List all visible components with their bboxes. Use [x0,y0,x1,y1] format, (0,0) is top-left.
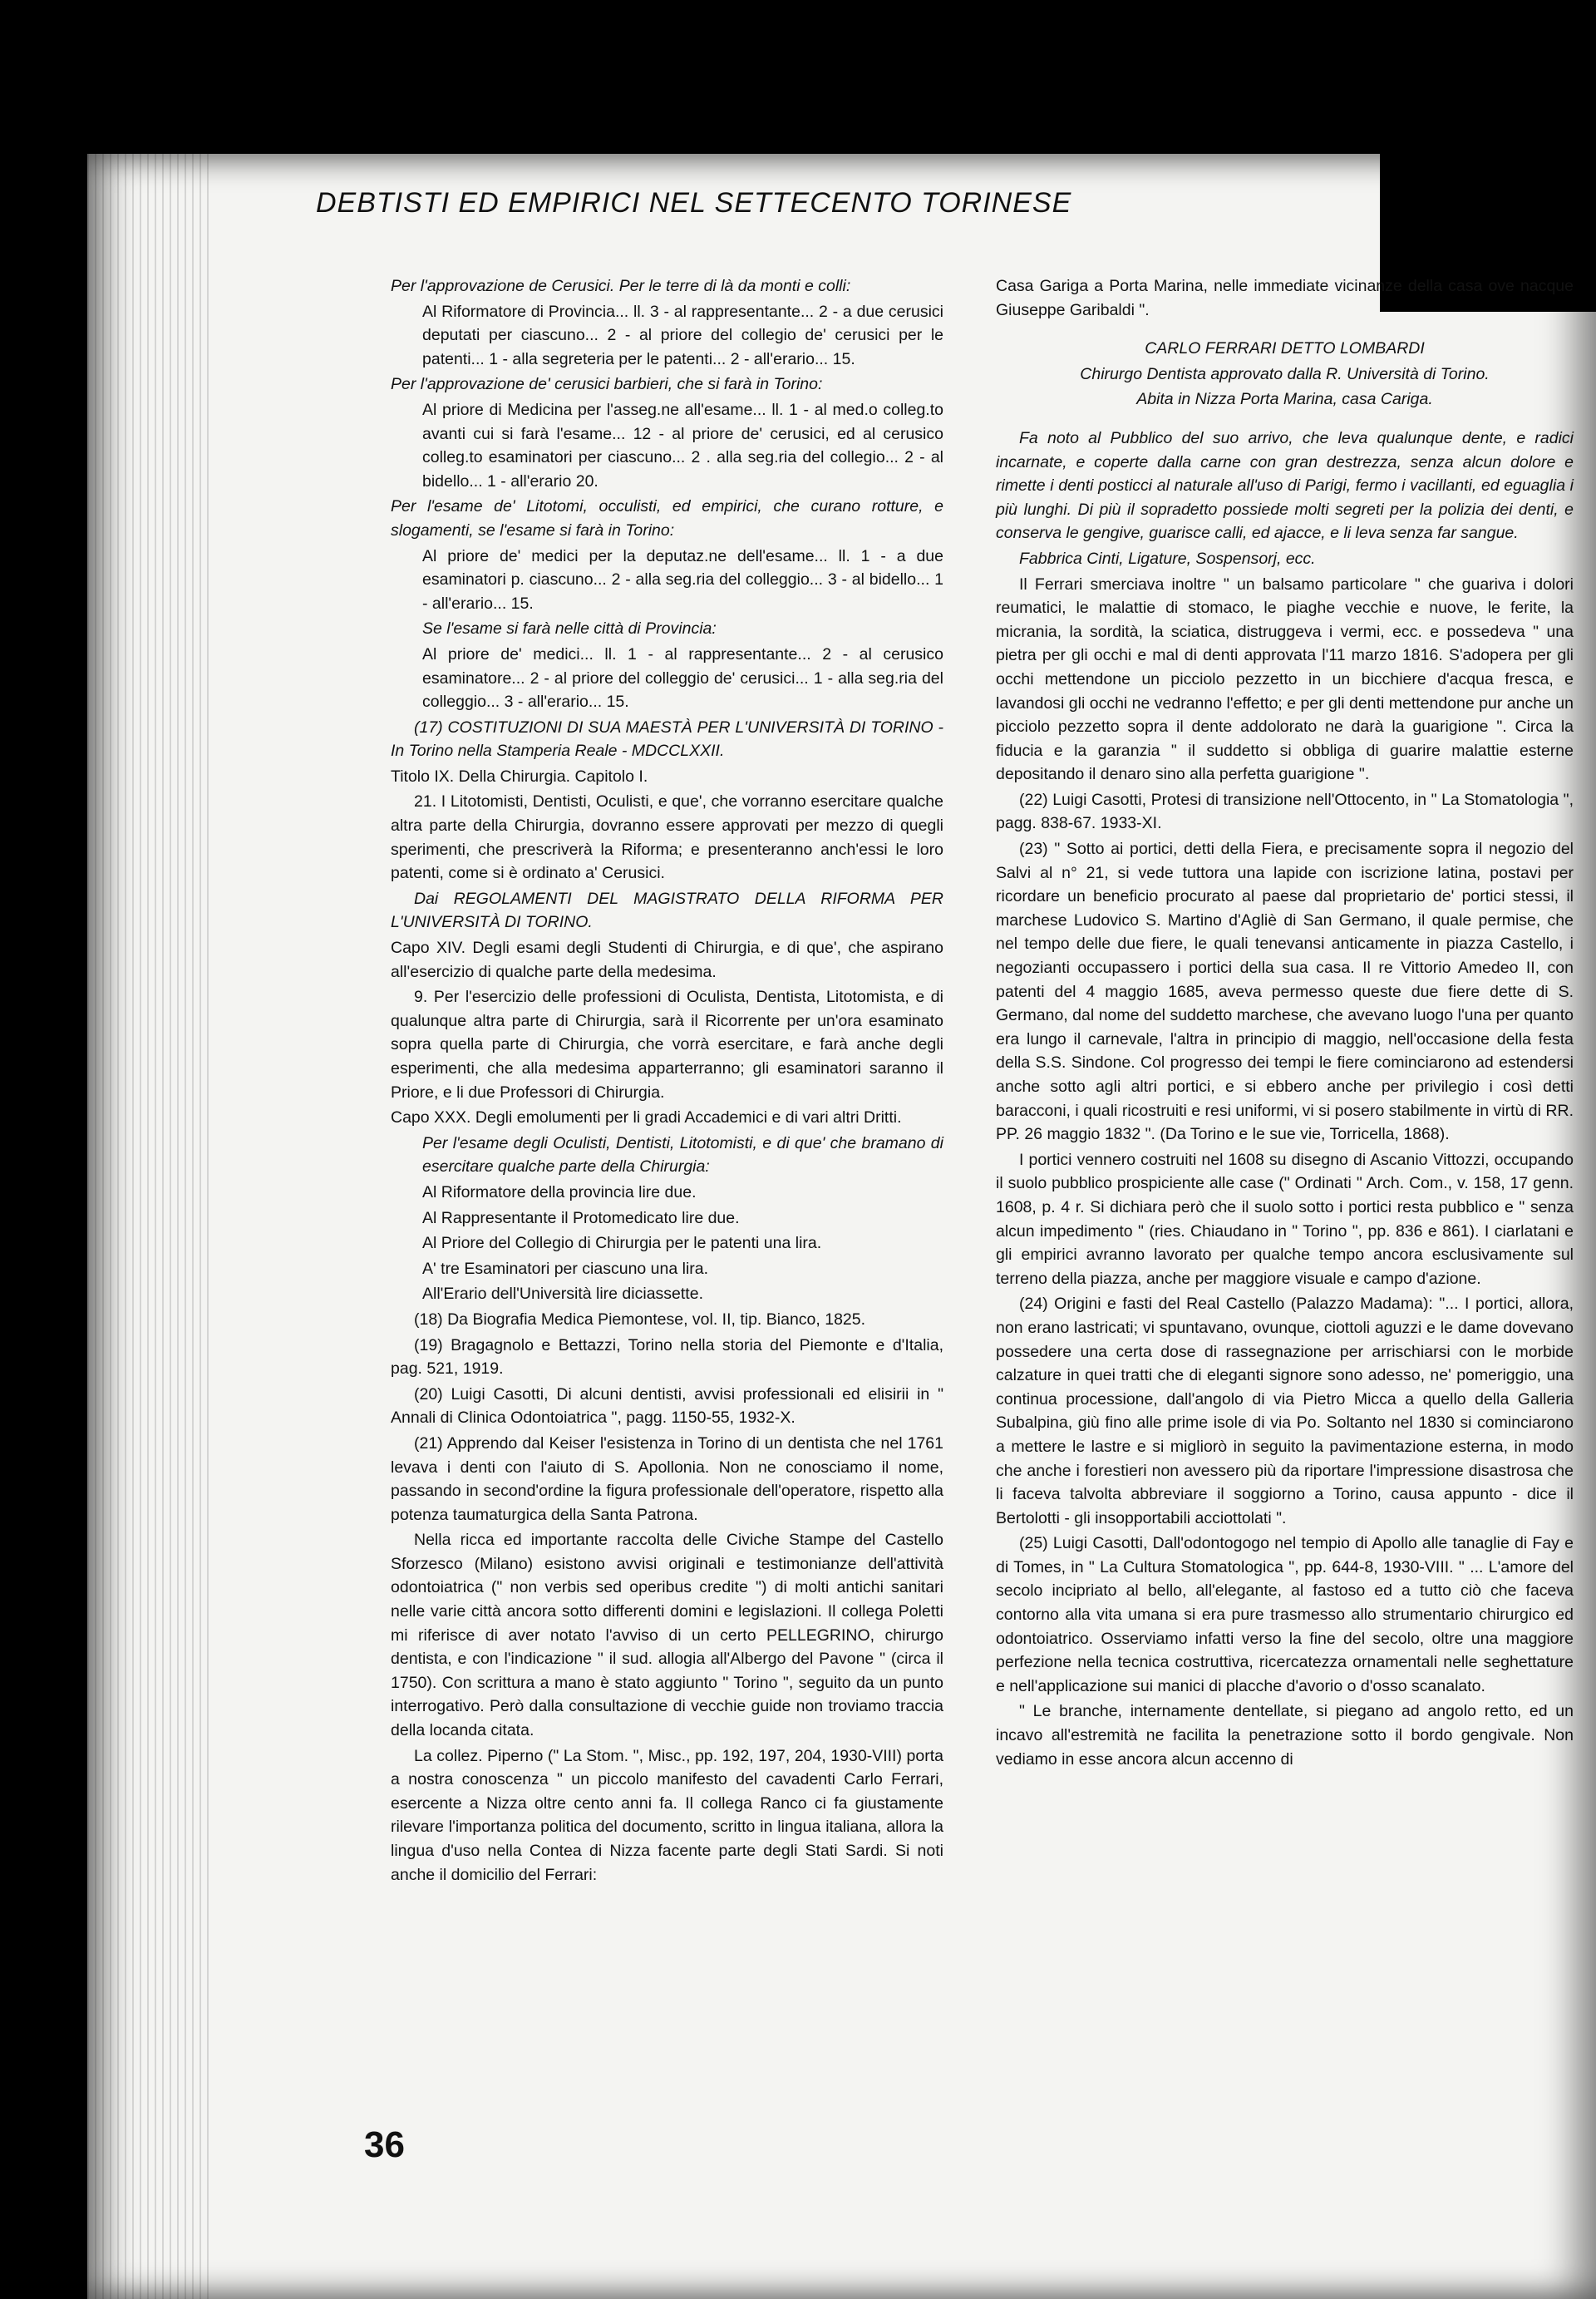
footnote-19: (19) Bragagnolo e Bettazzi, Torino nella storia del Piemonte e d'Italia, pag. 521, 1919. [391,1335,943,1379]
paragraph: Titolo IX. Della Chirurgia. Capitolo I. [391,767,648,786]
paragraph: Al priore de' medici... ll. 1 - al rappresentante... 2 - al cerusico esaminatore... 2 - al priore del colleggio de' cerusici... 1 - alla seg.ria del colleggio... 3 - all'erario... 15. [422,644,943,712]
paragraph: Capo XIV. Degli esami degli Studenti di Chirurgia, e di que', che aspirano all'esercizio di qualche parte della medesima. [391,939,943,981]
footnote-22: (22) Luigi Casotti, Protesi di transizione nell'Ottocento, in " La Stomatologia ", pagg. 838-67. 1933-XI. [996,790,1574,833]
list-item: All'Erario dell'Università lire diciassette. [422,1285,703,1304]
paragraph: Dai REGOLAMENTI DEL MAGISTRATO DELLA RIFORMA PER L'UNIVERSITÀ DI TORINO. [391,889,943,932]
paragraph: Il Ferrari smerciava inoltre " un balsamo particolare " che guariva i dolori reumatici, le malattie di stomaco, le piaghe vecchie e nuove, le ferite, la micrania, la sordità, la sciatica, distruggeva i vermi, ecc. e possedeva " una pietra per gli occhi e mal di denti approvata l'11 marzo 1816. S'adopera per gli occhi mettendone un picciolo pezzetto in un bicchiere d'acqua fresca, e lavandosi gli occhi ne vedranno l'effetto; e per gli denti mettendone pur anche un picciolo pezzetto sopra il dente addolorato ne darà la guarigione ". Circa la fiducia e la garanzia " il suddetto si obbliga di guarire malattie esterne depositando il denaro sino alla perfetta guarigione ". [996,575,1574,784]
list-item: Al Rappresentante il Protomedicato lire due. [422,1208,740,1227]
paragraph: Nella ricca ed importante raccolta delle Civiche Stampe del Castello Sforzesco (Milano) esistono avvisi originali e testimonianze dell'attività odontoiatrica (" non verbis sed operibus credite ") di molti antichi sanitari nelle varie città ancora sotto differenti domini e legislazioni. Il collega Poletti mi riferisce di aver notato l'avviso di un certo PELLEGRINO, chirurgo dentista, e con l'indicazione " il sud. allogia all'Albergo del Pavone " (circa il 1750). Con scrittura a mano è stato aggiunto " Torino ", seguito da un punto interrogativo. Però dalla consultazione di vecchie guide non troviamo traccia della locanda citata. [391,1531,943,1740]
advert-text: Fa noto al Pubblico del suo arrivo, che leva qualunque dente, e radici incarnate, e coperte dalla carne con gran destrezza, senza alcun dolore e rimette i denti posticci al naturale all'uso di Parigi, fermo i vacillanti, ed eguaglia i più lunghi. Di più il sopradetto possiede molti segreti per la polizia dei denti, e conserva le gengive, guarisce calli, ed ajacce, e li leva senza far sangue. [996,428,1574,543]
footnote-18: (18) Da Biografia Medica Piemontese, vol. II, tip. Bianco, 1825. [414,1310,866,1329]
paragraph: Per l'approvazione de Cerusici. Per le terre di là da monti e colli: [391,277,851,295]
footnote-21: (21) Apprendo dal Keiser l'esistenza in Torino di un dentista che nel 1761 levava i denti con l'aiuto di S. Apollonia. Non ne conosciamo il nome, passando in second'ordine la figura professionale dell'operatore, rispetto alla potenza taumaturgica della Santa Patrona. [391,1433,943,1524]
advert-text: Fabbrica Cinti, Ligature, Sospensorj, ecc. [1019,549,1316,568]
paragraph: I portici vennero costruiti nel 1608 su disegno di Ascanio Vittozzi, occupando il suolo pubblico prospiciente alle case (" Ordinati " Arch. Com., v. 158, 17 genn. 1608, p. 4 r. Si dichiara però che il suolo sotto i portici resta pubblico e " senza alcun impedimento " (ries. Chiaudano in " Torino ", pp. 836 e 861). I ciarlatani e gli empirici avranno lavorato per qualche tempo ancora esclusivamente sul terreno della piazza, anche per maggiore visuale e campo d'azione. [996,1150,1574,1288]
paragraph: Al priore di Medicina per l'asseg.ne all'esame... ll. 1 - al med.o colleg.to avanti cui si farà l'esame... 12 - al priore de' cerusici, ed al cerusico colleg.to esaminatori per ciascuno... 2 . alla seg.ria del collegio... 2 - al bidello... 1 - all'erario 20. [422,400,943,491]
paragraph: Per l'esame degli Oculisti, Dentisti, Litotomisti, e di que' che bramano di esercitare qualche parte della Chirurgia: [422,1133,943,1177]
advert-address: Abita in Nizza Porta Marina, casa Cariga. [1136,390,1433,409]
paragraph: Al priore de' medici per la deputaz.ne dell'esame... ll. 1 - a due esaminatori p. ciascuno... 2 - alla seg.ria del colleggio... 3 - al bidello... 1 - all'erario... 15. [422,546,943,613]
list-item: Al Priore del Collegio di Chirurgia per le patenti una lira. [422,1234,822,1253]
advert-subtitle: Chirurgo Dentista approvato dalla R. Università di Torino. [1080,364,1490,383]
advert-title: CARLO FERRARI DETTO LOMBARDI [1145,339,1425,358]
paragraph: 9. Per l'esercizio delle professioni di Oculista, Dentista, Litotomista, e di qualunque altra parte di Chirurgia, sarà il Ricorrente per un'ora esaminato sopra quella parte di Chirurgia, che vorrà esercitare, e farà anche degli esperimenti, che alla medesima apparterranno; gli esaminatori saranno il Priore, e li due Professori di Chirurgia. [391,988,943,1102]
running-header: DEBTISTI ED EMPIRICI NEL SETTECENTO TORINESE [316,187,1072,219]
footnote-17: (17) COSTITUZIONI DI SUA MAESTÀ PER L'UNIVERSITÀ DI TORINO - In Torino nella Stamperia Reale - MDCCLXXII. [391,718,943,761]
paragraph: Casa Gariga a Porta Marina, nelle immediate vicinanze della casa ove nacque Giuseppe Garibaldi ". [996,277,1574,319]
paragraph: Per l'esame de' Litotomi, occulisti, ed empirici, che curano rotture, e slogamenti, se l'esame si farà in Torino: [391,497,943,540]
paragraph: 21. I Litotomisti, Dentisti, Oculisti, e que', che vorranno esercitare qualche altra parte della Chirurgia, dovranno essere approvati per mezzo di quegli sperimenti, che prescriverà la Riforma; e presenteranno anch'essi le loro patenti, come si è ordinato a' Cerusici. [391,792,943,883]
left-column [391,274,943,1888]
list-item: A' tre Esaminatori per ciascuno una lira. [422,1259,709,1278]
list-item: Al Riformatore della provincia lire due. [422,1182,697,1201]
paragraph: Per l'approvazione de' cerusici barbieri, che si farà in Torino: [391,375,823,394]
paragraph: Capo XXX. Degli emolumenti per li gradi Accademici e di vari altri Dritti. [391,1108,902,1127]
footnote-24: (24) Origini e fasti del Real Castello (Palazzo Madama): "... I portici, allora, non erano lastricati; vi spuntavano, ovunque, ciottoli aguzzi e le dame dovevano possedere una certa dose di rassegnazione per arrischiarsi con le morbide calzature in quei tratti che di eleganti signore sono adesso, ne' pomeriggio, una continua processione, dall'angolo di via Pietro Micca a quello della Galleria Subalpina, giù fino alle prime isole di via Po. Soltanto nel 1830 si cominciarono a mettere le lastre e si migliorò in seguito la pavimentazione esterna, in modo che anche i forestieri non avessero più da riportare l'impressione disastrosa che li faceva talvolta abbreviare il soggiorno a Torino, causa appunto - dice il Bertolotti - gli insopportabili acciottolati ". [996,1295,1574,1527]
paragraph: Al Riformatore di Provincia... ll. 3 - al rappresentante... 2 - a due cerusici deputati per ciascuno... 2 - al priore del collegio de' cerusici per le patenti... 1 - alla segreteria per le patenti... 2 - all'erario... 15. [422,302,943,368]
paragraph: La collez. Piperno (" La Stom. ", Misc., pp. 192, 197, 204, 1930-VIII) porta a nostra conoscenza " un piccolo manifesto del cavadenti Carlo Ferrari, esercente a Nizza oltre cento anni fa. Il collega Ranco ci fa giustamente rilevare l'importanza politica del documento, scritto in lingua italiana, allora la lingua d'uso nella Contea di Nizza facente parte degli Stati Sardi. Si noti anche il domicilio del Ferrari: [391,1746,943,1884]
footnote-25: (25) Luigi Casotti, Dall'odontogogo nel tempio di Apollo alle tanaglie di Fay e di Tomes, in " La Cultura Stomatologica ", pp. 644-8, 1930-VIII. " ... L'amore del secolo incipriato al bello, all'elegante, al fastoso ed a tutto ciò che faceva contorno alla vita umana si era pure trasmesso allo strumentario chirurgico ed odontoiatrico. Osserviamo infatti verso la fine del secolo, oltre una maggiore perfezione nella tecnica costruttiva, ricercatezza ornamentali nelle seghettature e nell'applicazione sui manici di placche d'avorio o d'osso scanalato. [996,1534,1574,1695]
right-column [996,274,1574,1773]
paragraph: " Le branche, internamente dentellate, si piegano ad angolo retto, ed un incavo all'estremità ne facilita la penetrazione sotto il bordo gengivale. Non vediamo in esse ancora alcun accenno di [996,1702,1574,1769]
paragraph: Se l'esame si farà nelle città di Provincia: [422,619,717,639]
footnote-23: (23) " Sotto ai portici, detti della Fiera, e precisamente sopra il negozio del Salvi al n° 21, si vede tuttora una lapide con iscrizione latina, postavi per ricordare un beneficio procurato al paese dal proprietario de' portici stessi, il marchese Ludovico S. Martino d'Agliè di San Germano, il quale permise, che nel tempo delle due fiere, le quali tenevansi anticamente in piazza Castello, i negozianti occupassero i portici della sua casa. Il re Vittorio Amedeo II, con patenti del 4 maggio 1685, aveva permesso queste due fiere dette di S. Germano, dal nome del suddetto marchese, che avevano luogo l'una per quanto era lungo il carnevale, l'altra in principio di maggio, nell'occasione della festa della S.S. Sindone. Col progresso dei tempi le fiere cominciarono ad estendersi anche sotto agli altri portici, e si ebbero anche per privilegio i così detti baracconi, i quali ricostruiti e resi uniformi, vi si posero stabilmente in virtù di RR. PP. 26 maggio 1832 ". (Da Torino e le sue vie, Torricella, 1868). [996,840,1574,1144]
page-number: 36 [364,2124,405,2165]
footnote-20: (20) Luigi Casotti, Di alcuni dentisti, avvisi professionali ed elisirii in " Annali di Clinica Odontoiatrica ", pagg. 1150-55, 1932-X. [391,1384,943,1428]
